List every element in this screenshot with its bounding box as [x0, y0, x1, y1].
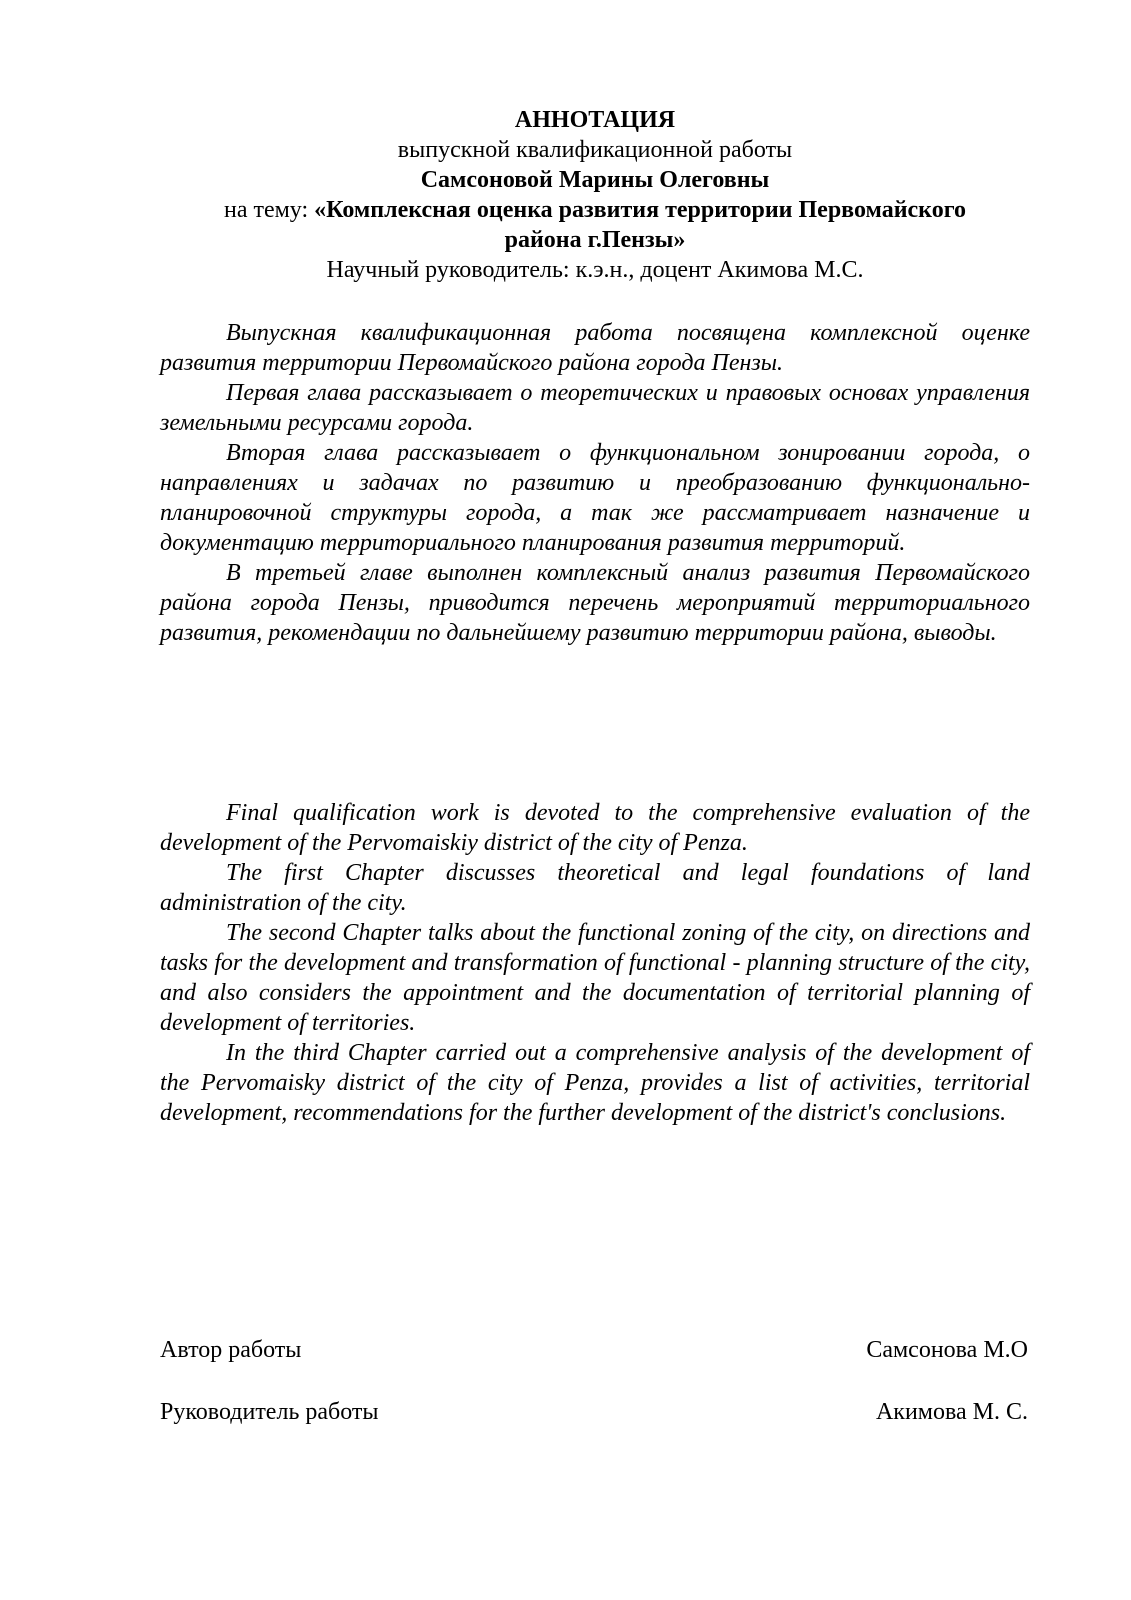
student-name: Самсоновой Марины Олеговны: [420, 167, 770, 193]
abstract-ru-paragraph: Вторая глава рассказывает о функциональном зонировании города, о направлениях и задачах по развитию и преобразованию функционально-планировочной структуры города, а так же рассматривает назначение и документацию территориального планирования развития территорий.: [160, 440, 1030, 556]
abstract-russian: [160, 318, 1030, 648]
abstract-en-paragraph: In the third Chapter carried out a comprehensive analysis of the development of the Pervomaisky district of the city of Penza, provides a list of activities, territorial development, recommendations for the further development of the district's conclusions.: [160, 1040, 1030, 1126]
abstract-en-paragraph: The first Chapter discusses theoretical and legal foundations of land administration of the city.: [160, 860, 1030, 916]
abstract-english: [160, 798, 1030, 1128]
document-subtitle: выпускной квалификационной работы: [397, 137, 793, 163]
abstract-en-paragraph: The second Chapter talks about the functional zoning of the city, on directions and tasks for the development and transformation of functional - planning structure of the city, and also considers the appointment and the documentation of territorial planning of development of territories.: [160, 920, 1030, 1036]
document-header: [160, 105, 1030, 285]
topic-title-part-1: «Комплексная оценка развития территории Первомайского: [314, 197, 966, 223]
supervisor-info: Научный руководитель: к.э.н., доцент Акимова М.С.: [326, 257, 864, 283]
supervisor-signature-name: Акимова М. С.: [875, 1399, 1028, 1425]
topic-line-1: [160, 195, 1030, 225]
abstract-ru-paragraph: Выпускная квалификационная работа посвящена комплексной оценке развития территории Первомайского района города Пензы.: [160, 320, 1030, 376]
supervisor-label: Руководитель работы: [160, 1399, 379, 1425]
signature-supervisor-row: [160, 1397, 1028, 1427]
signature-author-row: [160, 1335, 1028, 1365]
topic-title-part-2: района г.Пензы»: [504, 227, 686, 253]
abstract-ru-paragraph: Первая глава рассказывает о теоретических и правовых основах управления земельными ресурсами города.: [160, 380, 1030, 436]
abstract-ru-paragraph: В третьей главе выполнен комплексный анализ развития Первомайского района города Пензы, приводится перечень мероприятий территориального развития, рекомендации по дальнейшему развитию территории района, выводы.: [160, 560, 1030, 646]
author-signature-name: Самсонова М.О: [866, 1337, 1028, 1363]
topic-prefix: на тему:: [223, 197, 315, 223]
document-title: АННОТАЦИЯ: [514, 107, 676, 133]
abstract-en-paragraph: Final qualification work is devoted to the comprehensive evaluation of the development of the Pervomaiskiy district of the city of Penza.: [160, 800, 1030, 856]
author-label: Автор работы: [160, 1337, 302, 1363]
